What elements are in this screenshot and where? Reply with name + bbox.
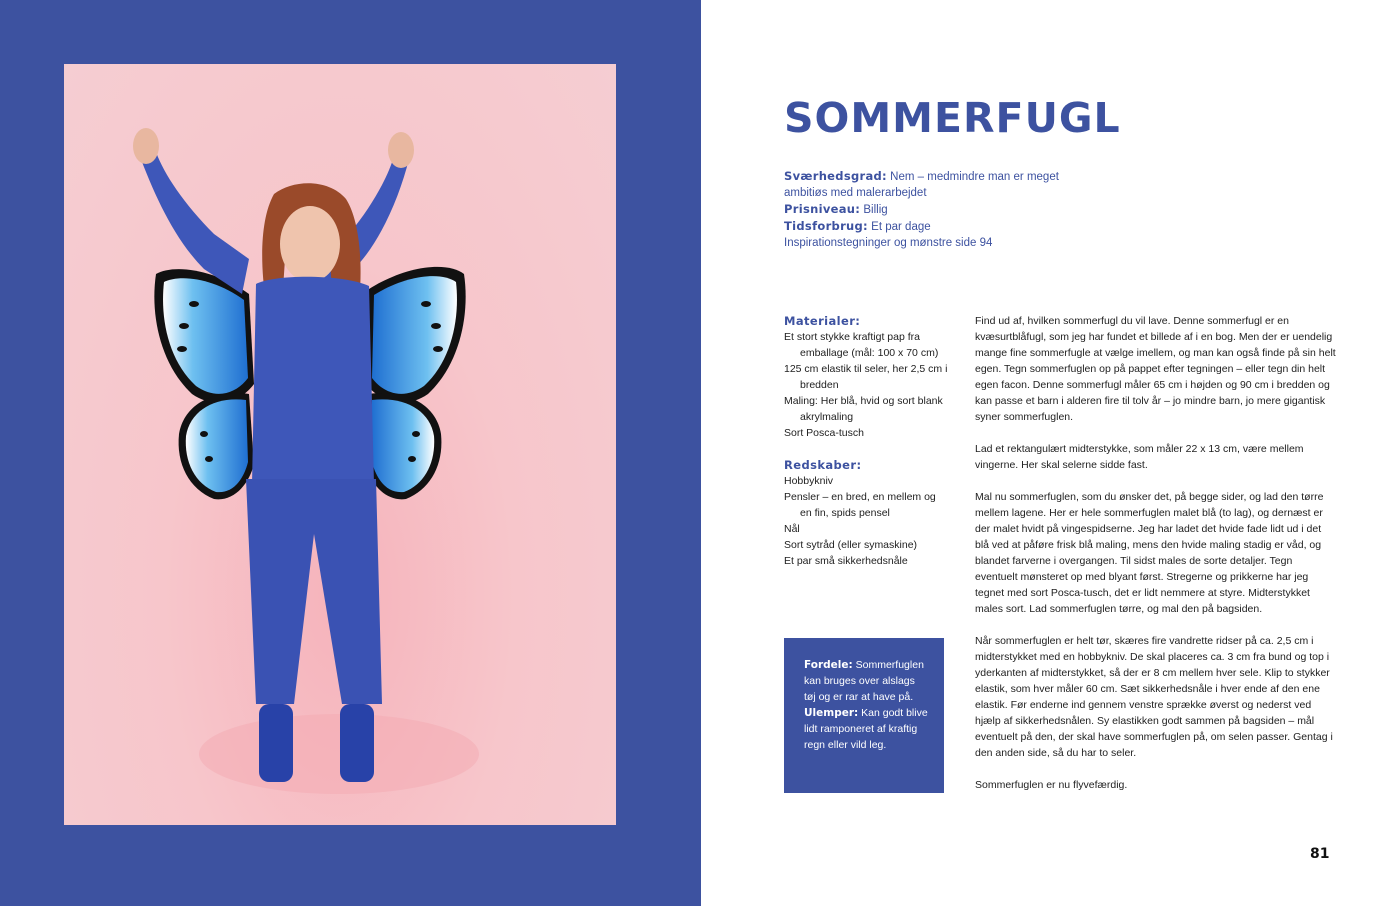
project-meta [784, 168, 1074, 251]
list-item: Sort Posca-tusch [784, 427, 864, 439]
instructions-column [975, 313, 1337, 809]
list-item: Sort sytråd (eller symaskine) [784, 539, 918, 551]
price-value: Billig [863, 204, 888, 216]
time-line [784, 218, 1074, 235]
page-number: 81 [1310, 846, 1330, 862]
materials-column [784, 313, 949, 569]
instruction-paragraph: Mal nu sommerfuglen, som du ønsker det, på begge sider, og lad den tørre mellem lagene. Her er hele sommerfuglen malet blå (to lag), og dernæst er der malet hvidt på vingespidserne. Jeg har ladet det hvide fade lidt ud i det blå ved at påføre frisk blå maling, mens den hvide maling stadig er våd, og blandet farverne i overgangen. Til sidst males de sorte detaljer. Tegn eventuelt mønsteret op med blyant først. Stregerne og prikkerne har jeg tegnet med sort Posca-tusch, det er lidt nemmere at styre. Midterstykket males sort. Lad sommerfuglen tørre, og mal den på bagsiden. [975, 491, 1324, 615]
cons-label: Ulemper: [804, 707, 859, 719]
butterfly-costume-photo [64, 64, 616, 825]
pros-text [804, 657, 928, 705]
instruction-paragraph: Lad et rektangulært midterstykke, som måler 22 x 13 cm, være mellem vingerne. Her skal selerne sidde fast. [975, 443, 1304, 471]
list-item: Et stort stykke kraftigt pap fra emballage (mål: 100 x 70 cm) [784, 331, 939, 359]
pros-label: Fordele: [804, 659, 853, 671]
list-item: Et par små sikkerhedsnåle [784, 555, 908, 567]
materials-heading: Materialer: [784, 314, 861, 328]
list-item: Nål [784, 523, 800, 535]
materials-list [784, 329, 949, 441]
spacer [784, 441, 949, 457]
cons-value: Kan godt blive lidt ramponeret af kraftig regn eller vild leg. [804, 707, 928, 751]
difficulty-line [784, 168, 1074, 201]
pros-value: Sommerfuglen kan bruges over alslags tøj og er rar at have på. [804, 659, 924, 703]
difficulty-label: Sværhedsgrad: [784, 169, 887, 183]
time-label: Tidsforbrug: [784, 219, 868, 233]
inspiration-note: Inspirationstegninger og mønstre side 94 [784, 237, 993, 249]
cons-text [804, 705, 928, 753]
instruction-paragraph: Når sommerfuglen er helt tør, skæres fire vandrette ridser på ca. 2,5 cm i midterstykket med en hobbykniv. De skal placeres ca. 3 cm fra bund og top i yderkanten af midterstykket, så der er 8 cm mellem hver sele. Klip to stykker elastik, som hver måler 60 cm. Sæt sikkerhedsnåle i hver ende af den ene elastik. Før enderne ind gennem venstre sprække øverst og nederst ved hjælp af sikkerhedsnålen. Sy elastikken godt sammen på bagsiden – mål eventuelt på den, der skal have sommerfuglen på, om selen passer. Gentag i den anden side, så du har to seler. [975, 635, 1333, 759]
list-item: Pensler – en bred, en mellem og en fin, spids pensel [784, 491, 936, 519]
tools-heading: Redskaber: [784, 458, 862, 472]
list-item: Maling: Her blå, hvid og sort blank akrylmaling [784, 395, 943, 423]
pros-cons-box [784, 638, 944, 793]
instruction-paragraph: Sommerfuglen er nu flyvefærdig. [975, 779, 1128, 791]
tools-list [784, 473, 949, 569]
price-line [784, 201, 1074, 218]
list-item: Hobbykniv [784, 475, 834, 487]
page-title: SOMMERFUGL [784, 94, 1121, 142]
price-label: Prisniveau: [784, 202, 861, 216]
difficulty-value: Nem – medmindre man er meget ambitiøs med malerarbejdet [784, 171, 1059, 199]
time-value: Et par dage [871, 221, 931, 233]
list-item: 125 cm elastik til seler, her 2,5 cm i bredden [784, 363, 948, 391]
instruction-paragraph: Find ud af, hvilken sommerfugl du vil lave. Denne sommerfugl er en kvæsurtblåfugl, som jeg har fundet et billede af i en bog. Men der er uendelig mange fine sommerfugle at vælge imellem, og man kan også finde på sin helt egen. Tegn sommerfuglen op på pappet efter tegningen – eller tegn din helt egen facon. Denne sommerfugl måler 65 cm i højden og 90 cm i bredden og kan passe et barn i alderen fire til tolv år – jo mindre barn, jo mere gigantisk syner sommerfuglen. [975, 315, 1336, 423]
